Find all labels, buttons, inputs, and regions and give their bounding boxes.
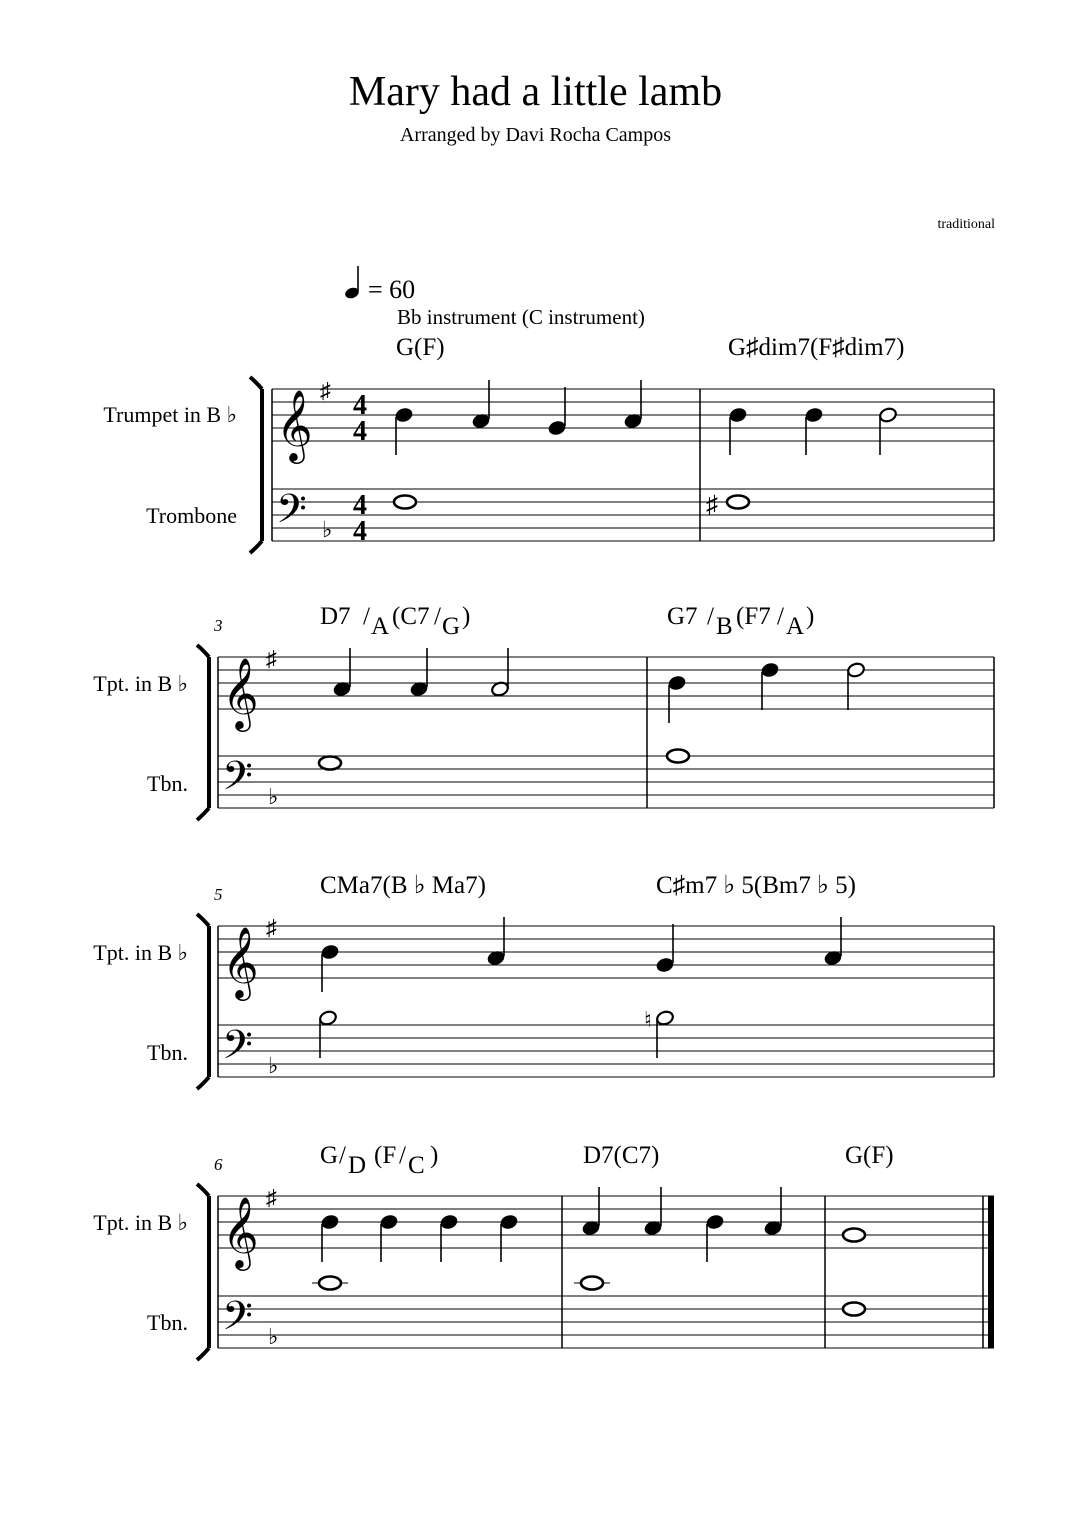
chord-symbol: C♯m7 ♭ 5(Bm7 ♭ 5) xyxy=(656,872,856,899)
flat-key-signature: ♭ xyxy=(268,1324,279,1349)
svg-text:/: / xyxy=(777,603,784,630)
quarter-note xyxy=(379,1214,398,1231)
tempo-text: = 60 xyxy=(368,275,416,304)
svg-text:(F: (F xyxy=(374,1142,397,1169)
measure-number: 5 xyxy=(214,885,223,904)
bass-clef: 𝄢 xyxy=(222,1024,253,1077)
quarter-note xyxy=(760,662,779,679)
chord-symbol: G(F) xyxy=(845,1142,894,1169)
chord-symbol: D7(C7) xyxy=(583,1142,660,1169)
svg-text:D7: D7 xyxy=(320,603,351,630)
svg-text:G: G xyxy=(320,1142,339,1169)
svg-text:G7: G7 xyxy=(667,603,698,630)
score-title: Mary had a little lamb xyxy=(348,69,723,115)
whole-note xyxy=(667,750,689,763)
svg-text:): ) xyxy=(806,603,815,630)
system-2 xyxy=(93,603,994,820)
quarter-note xyxy=(655,957,674,974)
instrument-label-trombone: Tbn. xyxy=(147,771,188,796)
half-note xyxy=(878,407,897,424)
svg-text:/: / xyxy=(399,1142,406,1169)
svg-text:/: / xyxy=(363,603,370,630)
half-note xyxy=(318,1010,337,1027)
time-signature-upper-num: 4 xyxy=(353,390,367,421)
time-signature-upper-den: 4 xyxy=(353,416,367,447)
notes-measure-5-trombone xyxy=(318,1007,674,1058)
staff-lower xyxy=(218,1025,994,1077)
system-3 xyxy=(93,872,994,1089)
instrument-label-trumpet: Tpt. in B ♭ xyxy=(93,940,188,965)
notes-measure-7-trumpet xyxy=(581,1187,782,1262)
bass-clef: 𝄢 xyxy=(276,488,307,541)
notes-measure-5-trumpet xyxy=(320,917,842,992)
chord-symbol: CMa7(B ♭ Ma7) xyxy=(320,872,486,899)
quarter-note xyxy=(667,675,686,692)
whole-note xyxy=(843,1303,865,1316)
staff-upper xyxy=(218,657,994,709)
quarter-note xyxy=(728,407,747,424)
quarter-note xyxy=(547,420,566,437)
quarter-note xyxy=(394,407,413,424)
svg-text:D: D xyxy=(348,1152,367,1179)
instrument-label-trumpet: Trumpet in B ♭ xyxy=(103,402,237,427)
time-signature-lower-num: 4 xyxy=(353,490,367,521)
bass-clef: 𝄢 xyxy=(222,755,253,808)
system-bracket xyxy=(197,645,209,820)
half-note xyxy=(846,662,865,679)
svg-text:C: C xyxy=(408,1152,425,1179)
time-signature-lower-den: 4 xyxy=(353,516,367,547)
whole-note xyxy=(581,1277,603,1290)
staff-lower xyxy=(218,1296,994,1348)
chord-symbol xyxy=(667,603,814,640)
score-subtitle: Arranged by Davi Rocha Campos xyxy=(399,124,672,146)
system-1 xyxy=(103,334,994,553)
sharp-accidental: ♯ xyxy=(706,492,718,518)
whole-note xyxy=(727,496,749,509)
notes-measure-6-trumpet xyxy=(320,1214,518,1262)
staff-lower xyxy=(272,489,994,541)
quarter-note xyxy=(320,1214,339,1231)
svg-text:): ) xyxy=(462,603,471,630)
flat-key-signature: ♭ xyxy=(268,784,279,809)
performance-note: Bb instrument (C instrument) xyxy=(397,305,645,329)
svg-text:/: / xyxy=(707,603,714,630)
notes-measure-3-trumpet xyxy=(332,648,509,697)
svg-text:(C7: (C7 xyxy=(392,603,430,630)
treble-clef: 𝄞 xyxy=(222,660,259,728)
measure-number: 6 xyxy=(214,1155,223,1174)
notes-measure-1-trumpet xyxy=(394,380,642,455)
whole-note xyxy=(394,496,416,509)
svg-text:B: B xyxy=(716,613,733,640)
instrument-label-trumpet: Tpt. in B ♭ xyxy=(93,671,188,696)
treble-clef: 𝄞 xyxy=(276,392,313,460)
system-4 xyxy=(93,1142,994,1360)
flat-key-signature: ♭ xyxy=(268,1053,279,1078)
composer-credit: traditional xyxy=(937,217,995,232)
notes-measure-4-trumpet xyxy=(667,662,865,723)
svg-text:(F7: (F7 xyxy=(736,603,771,630)
treble-clef: 𝄞 xyxy=(222,1199,259,1267)
svg-text:): ) xyxy=(430,1142,439,1169)
bass-clef: 𝄢 xyxy=(222,1295,253,1348)
quarter-note xyxy=(804,407,823,424)
sharp-key-signature: ♯ xyxy=(266,646,277,671)
whole-note xyxy=(319,1277,341,1290)
system-bracket xyxy=(197,914,209,1089)
instrument-label-trombone: Trombone xyxy=(146,503,237,528)
quarter-note xyxy=(320,944,339,961)
svg-text:G: G xyxy=(442,613,461,640)
svg-text:A: A xyxy=(371,613,390,640)
system-bracket xyxy=(197,1184,209,1360)
quarter-note xyxy=(705,1214,724,1231)
natural-accidental: ♮ xyxy=(644,1007,652,1032)
whole-note xyxy=(843,1229,865,1242)
tempo-marking xyxy=(344,266,415,304)
treble-clef: 𝄞 xyxy=(222,929,259,997)
instrument-label-trombone: Tbn. xyxy=(147,1310,188,1335)
flat-key-signature: ♭ xyxy=(322,517,333,542)
svg-text:/: / xyxy=(434,603,441,630)
quarter-note xyxy=(499,1214,518,1231)
chord-symbol xyxy=(320,603,470,640)
whole-note xyxy=(319,757,341,770)
system-bracket xyxy=(250,377,262,553)
instrument-label-trombone: Tbn. xyxy=(147,1040,188,1065)
sharp-key-signature: ♯ xyxy=(320,378,331,403)
svg-text:A: A xyxy=(786,613,805,640)
sharp-key-signature: ♯ xyxy=(266,1185,277,1210)
measure-number: 3 xyxy=(214,616,223,635)
chord-symbol: G♯dim7(F♯dim7) xyxy=(728,334,905,361)
half-note xyxy=(655,1010,674,1027)
notes-measure-2-trumpet xyxy=(728,407,897,455)
chord-symbol: G(F) xyxy=(396,334,445,361)
instrument-label-trumpet: Tpt. in B ♭ xyxy=(93,1210,188,1235)
chord-symbol xyxy=(320,1142,438,1179)
svg-text:/: / xyxy=(339,1142,346,1169)
sharp-key-signature: ♯ xyxy=(266,915,277,940)
quarter-note xyxy=(439,1214,458,1231)
